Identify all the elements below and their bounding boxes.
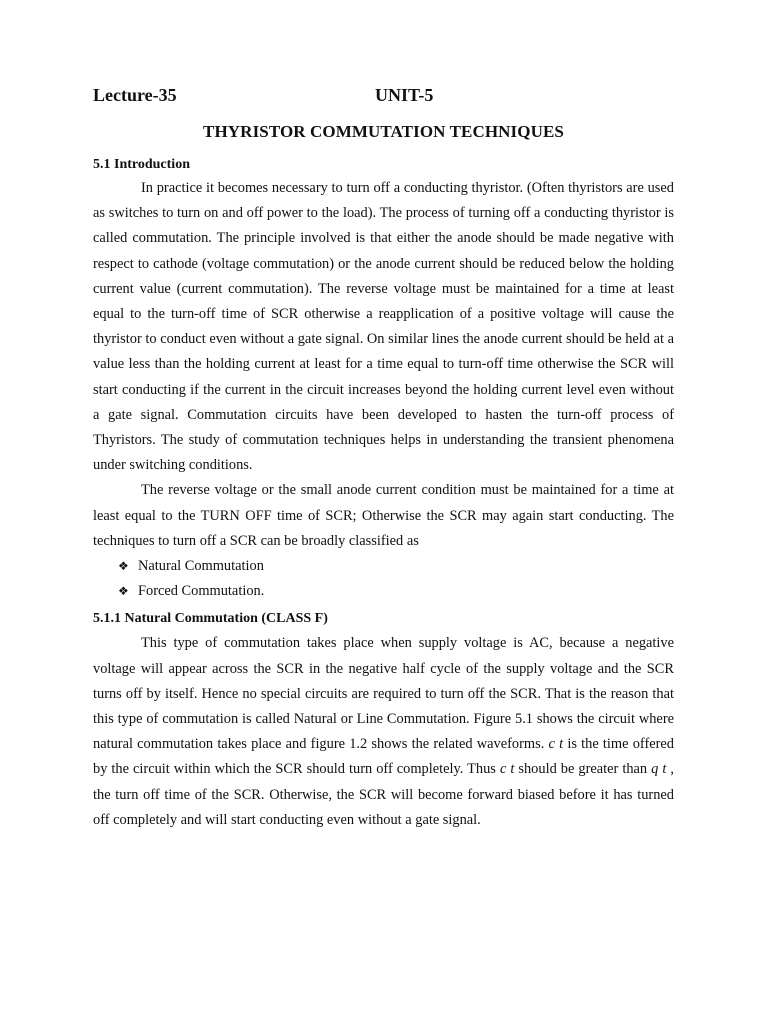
unit-number: UNIT-5: [375, 85, 434, 105]
paragraph-text: , the turn off time of the SCR. Otherwise, the SCR will become forward biased before it has turned off completely and will start conducting even without a gate signal.: [93, 761, 674, 828]
paragraph-text: should be greater than: [514, 761, 652, 778]
diamond-bullet-icon: ❖: [118, 559, 129, 574]
section-heading-natural-commutation: 5.1.1 Natural Commutation (CLASS F): [93, 611, 328, 627]
symbol-tc: c t: [548, 736, 564, 753]
paragraph-text: is the time offered by the circuit within which the SCR should turn off completely. Thus: [93, 736, 675, 778]
section-heading-introduction: 5.1 Introduction: [93, 157, 190, 172]
list-item-label: Natural Commutation: [138, 558, 264, 575]
symbol-tc: c t: [499, 761, 515, 778]
list-item-label: Forced Commutation.: [138, 583, 265, 600]
commutation-types-list: [93, 554, 674, 604]
list-item: [118, 554, 674, 579]
symbol-tq: q t: [651, 761, 667, 778]
lecture-number: Lecture-35: [93, 85, 177, 105]
document-page: [93, 85, 674, 833]
diamond-bullet-icon: ❖: [118, 584, 129, 599]
intro-paragraph-2: The reverse voltage or the small anode current condition must be maintained for a time at least equal to the TURN OFF time of SCR; Otherwise the SCR may again start conducting. The techniques to turn off a SCR can be broadly classified as: [93, 482, 674, 549]
document-title: THYRISTOR COMMUTATION TECHNIQUES: [203, 122, 564, 141]
list-item: [118, 579, 674, 604]
paragraph-text: This type of commutation takes place when supply voltage is AC, because a negative voltage will appear across the SCR in the negative half cycle of the supply voltage and the SCR turns off by itself. Hence no special circuits are required to turn off the SCR. That is the reason that this type of commutation is called Natural or Line Commutation. Figure 5.1 shows the circuit where natural commutation takes place and figure 1.2 shows the related waveforms.: [93, 635, 674, 753]
page-header: [93, 85, 674, 111]
intro-paragraph-1: In practice it becomes necessary to turn off a conducting thyristor. (Often thyristors are used as switches to turn on and off power to the load). The process of turning off a conducting thyristor is called commutation. The principle involved is that either the anode should be made negative with respect to cathode (voltage commutation) or the anode current should be reduced below the holding current value (current commutation). The reverse voltage must be maintained for a time at least equal to the turn-off time of SCR otherwise a reapplication of a positive voltage will cause the thyristor to conduct even without a gate signal. On similar lines the anode current should be held at a value less than the holding current at least for a time equal to turn-off time otherwise the SCR will start conducting if the current in the circuit increases beyond the holding current level even without a gate signal. Commutation circuits have been developed to hasten the turn-off process of Thyristors. The study of commutation techniques helps in understanding the transient phenomena under switching conditions.: [93, 180, 674, 474]
natural-commutation-paragraph: [93, 631, 674, 833]
